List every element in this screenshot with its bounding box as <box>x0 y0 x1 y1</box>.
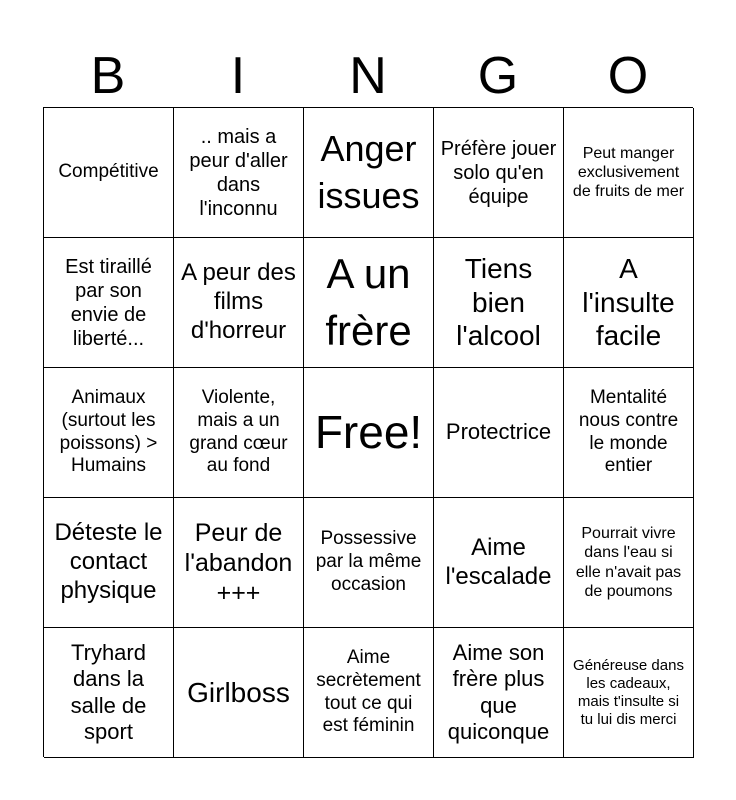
bingo-cell[interactable]: A l'insulte facile <box>564 238 694 368</box>
free-space[interactable]: Free! <box>304 368 434 498</box>
bingo-cell[interactable]: Généreuse dans les cadeaux, mais t'insulte si tu lui dis merci <box>564 628 694 758</box>
bingo-card <box>43 107 693 757</box>
bingo-cell[interactable]: Pourrait vivre dans l'eau si elle n'avait pas de poumons <box>564 498 694 628</box>
bingo-cell[interactable]: Est tiraillé par son envie de liberté... <box>44 238 174 368</box>
bingo-cell[interactable]: Déteste le contact physique <box>44 498 174 628</box>
header-letter-o: O <box>607 47 649 105</box>
bingo-cell[interactable]: Protectrice <box>434 368 564 498</box>
bingo-cell[interactable]: Peut manger exclusivement de fruits de mer <box>564 108 694 238</box>
bingo-cell[interactable]: Possessive par la même occasion <box>304 498 434 628</box>
bingo-cell[interactable]: .. mais a peur d'aller dans l'inconnu <box>174 108 304 238</box>
bingo-cell[interactable]: Girlboss <box>174 628 304 758</box>
bingo-cell[interactable]: Peur de l'abandon +++ <box>174 498 304 628</box>
bingo-cell[interactable]: Violente, mais a un grand cœur au fond <box>174 368 304 498</box>
header-letter-g: G <box>477 47 519 105</box>
bingo-cell[interactable]: Tiens bien l'alcool <box>434 238 564 368</box>
bingo-cell[interactable]: Compétitive <box>44 108 174 238</box>
bingo-cell[interactable]: Mentalité nous contre le monde entier <box>564 368 694 498</box>
bingo-cell[interactable]: Aime secrètement tout ce qui est féminin <box>304 628 434 758</box>
bingo-cell[interactable]: A peur des films d'horreur <box>174 238 304 368</box>
bingo-header <box>43 46 693 106</box>
bingo-cell[interactable]: A un frère <box>304 238 434 368</box>
header-letter-b: B <box>90 47 126 105</box>
bingo-cell[interactable]: Préfère jouer solo qu'en équipe <box>434 108 564 238</box>
bingo-cell[interactable]: Animaux (surtout les poissons) > Humains <box>44 368 174 498</box>
header-letter-n: N <box>349 47 387 105</box>
header-letter-i: I <box>230 47 246 105</box>
bingo-cell[interactable]: Tryhard dans la salle de sport <box>44 628 174 758</box>
bingo-cell[interactable]: Aime l'escalade <box>434 498 564 628</box>
bingo-cell[interactable]: Aime son frère plus que quiconque <box>434 628 564 758</box>
bingo-cell[interactable]: Anger issues <box>304 108 434 238</box>
